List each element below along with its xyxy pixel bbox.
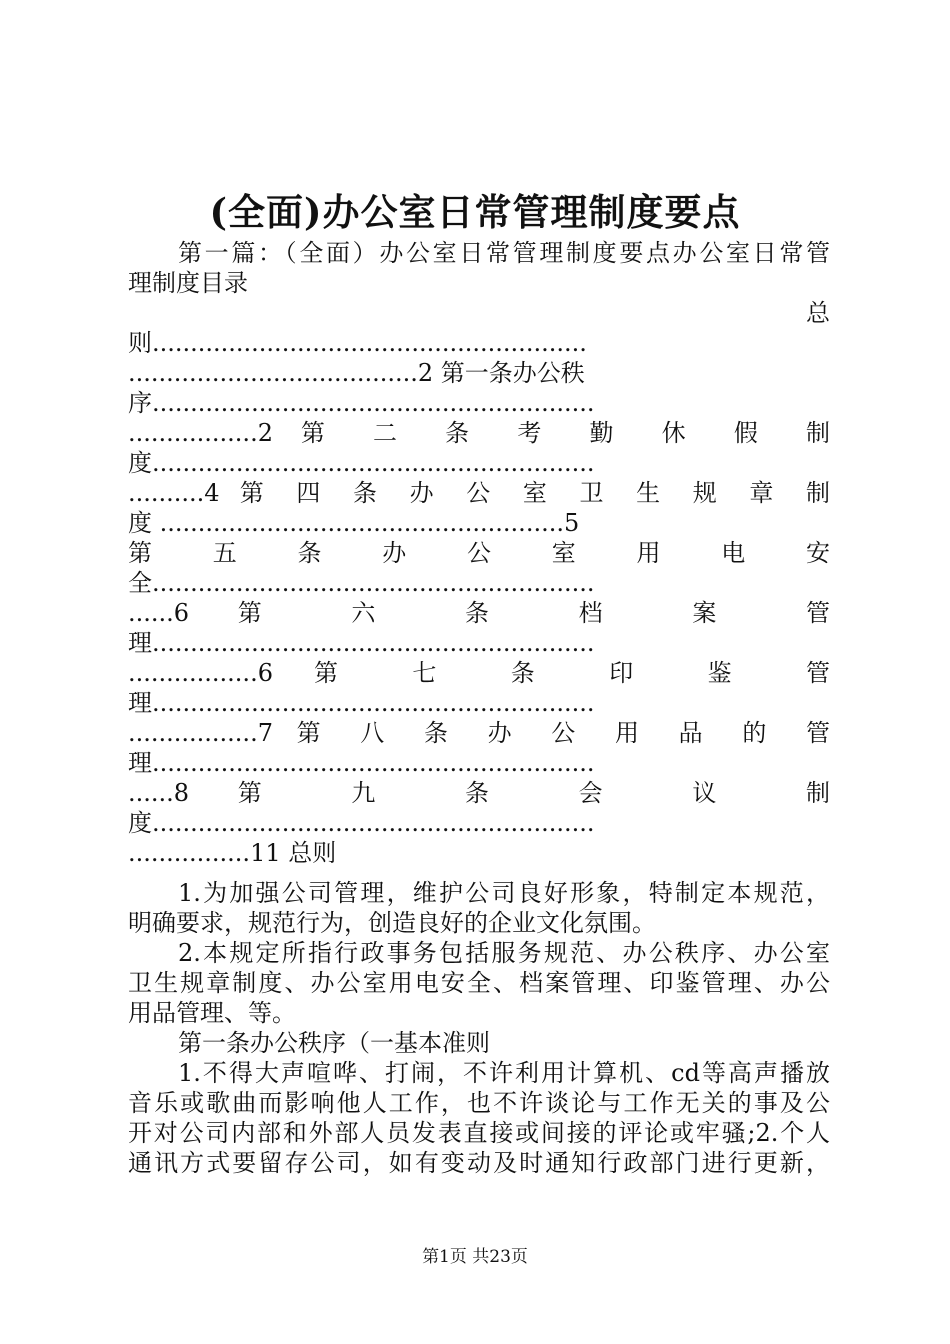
- body-line: 音乐或歌曲而影响他人工作，也不许谈论与工作无关的事及公: [128, 1089, 830, 1117]
- page-footer: 第1页 共23页: [422, 1247, 528, 1267]
- intro-line: 第一篇：（全面）办公室日常管理制度要点办公室日常管: [178, 239, 830, 267]
- toc-line: 序..........................................................: [128, 389, 595, 417]
- section-heading: 第一条办公秩序（一基本准则: [178, 1029, 490, 1057]
- body-line: 1.不得大声喧哗、打闹，不许利用计算机、cd等高声播放: [178, 1059, 830, 1087]
- body-line: 卫生规章制度、办公室用电安全、档案管理、印鉴管理、办公: [128, 969, 830, 997]
- toc-line: ................11 总则: [128, 839, 337, 867]
- toc-line: .................6 第 七 条 印 鉴 管: [128, 659, 830, 687]
- toc-line: 全..........................................................: [128, 569, 595, 597]
- toc-line: ..........4 第 四 条 办 公 室 卫 生 规 章 制: [128, 479, 830, 507]
- body-line: 2.本规定所指行政事务包括服务规范、办公秩序、办公室: [178, 939, 830, 967]
- body-line: 1.为加强公司管理，维护公司良好形象，特制定本规范，: [178, 879, 830, 907]
- toc-line: 理..........................................................: [128, 629, 595, 657]
- body-line: 明确要求，规范行为，创造良好的企业文化氛围。: [128, 909, 656, 937]
- toc-line: ......6 第 六 条 档 案 管: [128, 599, 830, 627]
- toc-line: ......................................2 第一条办公秩: [128, 359, 585, 387]
- intro-line: 理制度目录: [128, 269, 248, 297]
- toc-line: .................7 第 八 条 办 公 用 品 的 管: [128, 719, 830, 747]
- toc-line: 理..........................................................: [128, 689, 595, 717]
- toc-line: 则.........................................................: [128, 329, 587, 357]
- toc-line: ......8 第 九 条 会 议 制: [128, 779, 830, 807]
- toc-line: 理..........................................................: [128, 749, 595, 777]
- toc-line: 第 五 条 办 公 室 用 电 安: [128, 539, 830, 567]
- toc-line: 度 .....................................................5: [128, 509, 580, 537]
- body-line: 开对公司内部和外部人员发表直接或间接的评论或牢骚;2.个人: [128, 1119, 830, 1147]
- toc-line: .................2 第 二 条 考 勤 休 假 制: [128, 419, 830, 447]
- toc-line: 度..........................................................: [128, 809, 595, 837]
- document-title: (全面)办公室日常管理制度要点: [209, 190, 741, 234]
- body-line: 用品管理、等。: [128, 999, 296, 1027]
- body-line: 通讯方式要留存公司，如有变动及时通知行政部门进行更新，: [128, 1149, 830, 1177]
- toc-line: 度..........................................................: [128, 449, 595, 477]
- toc-line: 总: [806, 299, 830, 327]
